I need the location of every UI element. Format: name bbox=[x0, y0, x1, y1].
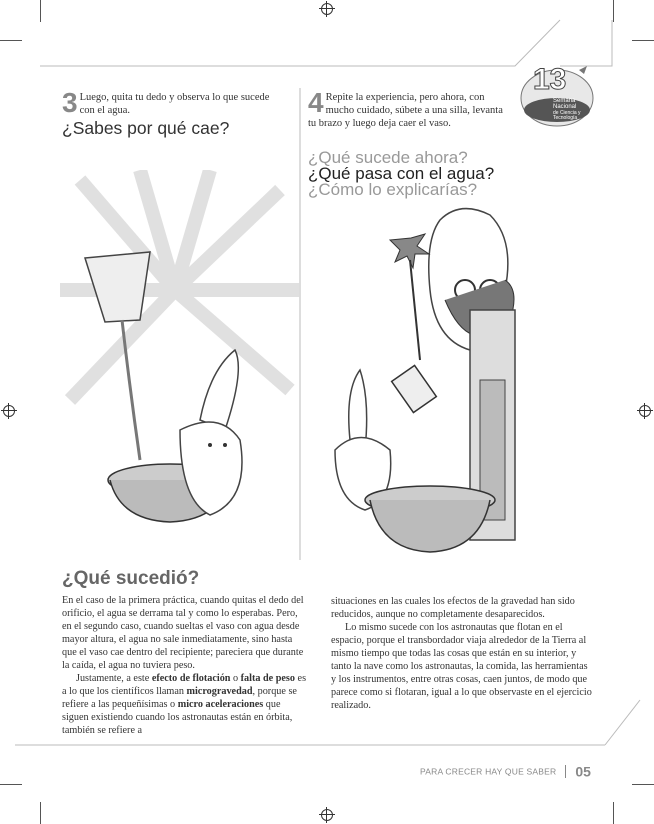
footer-text: PARA CRECER HAY QUE SABER bbox=[420, 766, 557, 777]
step-text: Repite la experiencia, pero ahora, con mucho cuidado, súbete a una silla, levanta tu brazo y luego deja caer el vaso. bbox=[308, 92, 503, 129]
logo-number: 13 bbox=[533, 63, 567, 96]
step-4-question-2: ¿Qué pasa con el agua? bbox=[308, 164, 495, 183]
logo-line-1: Semana bbox=[553, 98, 576, 104]
step-3-question: ¿Sabes por qué cae? bbox=[62, 118, 230, 138]
term-microgravedad: microgravedad bbox=[186, 686, 253, 697]
step-text: Luego, quita tu dedo y observa lo que sucede con el agua. bbox=[79, 92, 270, 116]
text-span: o bbox=[230, 673, 241, 684]
footer-divider bbox=[565, 765, 566, 778]
logo-line-2: Nacional bbox=[553, 104, 577, 110]
step-3 bbox=[62, 89, 282, 117]
text-span: Justamente, a este bbox=[76, 673, 152, 684]
logo-line-3: de Ciencia y bbox=[553, 110, 581, 116]
illustration-man-on-chair bbox=[320, 200, 560, 560]
paragraph bbox=[62, 672, 308, 737]
footer bbox=[420, 762, 600, 778]
step-4-question-1: ¿Qué sucede ahora? bbox=[308, 148, 468, 167]
body-right-column bbox=[331, 595, 593, 712]
logo-line-4: Tecnología bbox=[553, 115, 578, 121]
term-micro-aceleraciones: micro aceleraciones bbox=[177, 699, 264, 710]
step-4-question-3: ¿Cómo lo explicarías? bbox=[308, 180, 478, 199]
week-logo bbox=[519, 64, 595, 128]
term-flotation: efecto de flotación bbox=[151, 673, 231, 684]
text-span: es a lo que los científicos llaman bbox=[62, 673, 307, 697]
step-4 bbox=[308, 89, 508, 130]
step-number: 3 bbox=[62, 87, 78, 118]
text-span: que siguen existiendo cuando los astronautas están en órbita, también se refiere a bbox=[62, 699, 293, 736]
paragraph: situaciones en las cuales los efectos de la gravedad han sido reducidos, aunque no completamente desaparecidos. bbox=[331, 596, 575, 620]
paragraph: En el caso de la primera práctica, cuando quitas el dedo del orificio, el agua se derrama tal y como lo esperabas. Pero, en el segundo caso, cuando sueltas el vaso con agua desde mayor altura, el agua no sale inmediatamente, sino hasta que el vaso cae dentro del recipiente; pareciera que durante la caída, el agua no tuviera peso. bbox=[62, 595, 304, 671]
page-number: 05 bbox=[575, 763, 591, 780]
paragraph: Lo mismo sucede con los astronautas que flotan en el espacio, porque el transbordador viaja alrededor de la Tierra al mismo tiempo que todas las cosas que están en su interior, y tanto la nave como los astronautas, la comida, las herramientas y los instrumentos, entre otras cosas, caen juntos, de modo que parece como si flotaran, igual a lo que observaste en el ejercicio realizado. bbox=[331, 622, 592, 711]
section-heading: ¿Qué sucedió? bbox=[62, 568, 200, 589]
illustration-rabbit-pouring bbox=[60, 170, 300, 570]
body-left-column bbox=[62, 594, 308, 737]
term-falta-de-peso: falta de peso bbox=[240, 673, 295, 684]
step-number: 4 bbox=[308, 87, 324, 118]
text-span: , porque se refiere a las pequeñísimas o bbox=[62, 686, 297, 710]
